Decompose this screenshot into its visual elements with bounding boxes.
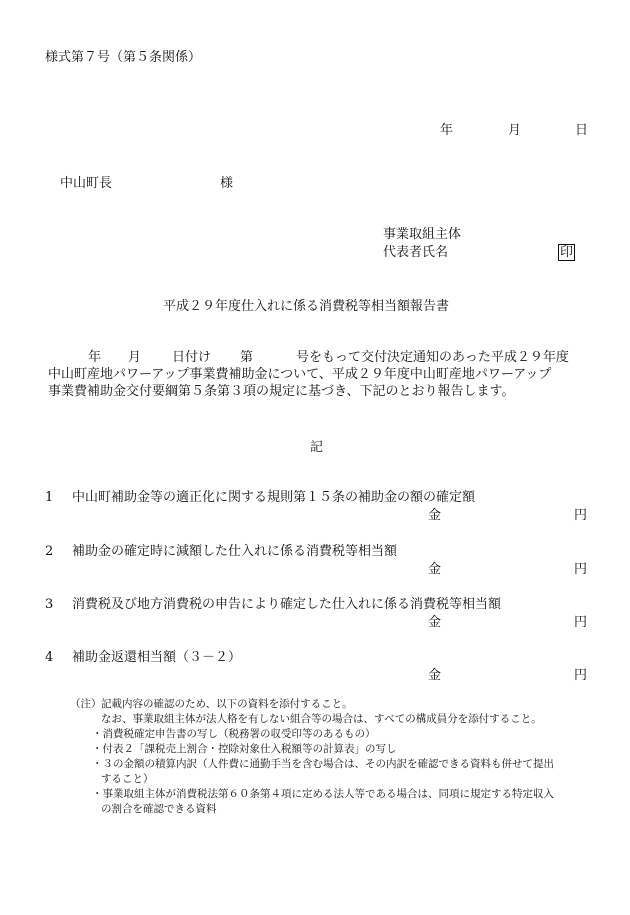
item-yen: 円 <box>574 615 588 630</box>
notes-line-6: すること） <box>101 773 154 785</box>
notes-line-4: ・付表２「課税売上割合・控除対象仕入税額等の計算表」の写し <box>92 743 397 755</box>
seal-mark <box>558 244 575 261</box>
entity-label: 事業取組主体 <box>383 227 462 242</box>
page-title: 平成２９年度仕入れに係る消費税等相当額報告書 <box>163 299 450 314</box>
body-text-1: 号をもって交付決定通知のあった平成２９年度 <box>296 350 569 365</box>
item-number: 2 <box>45 544 54 559</box>
item-number: 1 <box>45 490 54 505</box>
date-day-label: 日 <box>575 123 589 138</box>
date-year-label: 年 <box>440 123 454 138</box>
notes-line-3: ・消費税確定申告書の写し（税務署の収受印等のあるもの） <box>92 728 376 740</box>
notes-line-2: なお、事業取組主体が法人格を有しない組合等の場合は、すべての構成員分を添付すること。 <box>101 713 542 725</box>
addressee-honorific: 様 <box>220 176 234 191</box>
body-dai: 第 <box>240 350 254 365</box>
seal-text: 印 <box>560 245 574 260</box>
item-text: 補助金の確定時に減額した仕入れに係る消費税等相当額 <box>72 544 398 559</box>
notes-line-1: 記載内容の確認のため、以下の資料を添付すること。 <box>101 698 353 710</box>
date-month-label: 月 <box>508 123 522 138</box>
item-number: 3 <box>45 597 54 612</box>
item-text: 補助金返還相当額（３－２） <box>72 650 242 665</box>
body-text-3: 事業費補助金交付要綱第５条第３項の規定に基づき、下記のとおり報告します。 <box>48 384 515 399</box>
notes-label: （注） <box>70 698 102 710</box>
item-number: 4 <box>45 650 54 665</box>
item-kin: 金 <box>428 615 442 630</box>
item-kin: 金 <box>428 508 442 523</box>
item-yen: 円 <box>574 508 588 523</box>
body-month: 月 <box>128 350 142 365</box>
item-yen: 円 <box>574 562 588 577</box>
item-text: 消費税及び地方消費税の申告により確定した仕入れに係る消費税等相当額 <box>72 597 502 612</box>
addressee-name: 中山町長 <box>60 176 113 191</box>
item-kin: 金 <box>428 668 442 683</box>
body-text-2: 中山町産地パワーアップ事業費補助金について、平成２９年度中山町産地パワーアップ <box>48 367 552 382</box>
item-yen: 円 <box>574 668 588 683</box>
representative-label: 代表者氏名 <box>383 245 449 260</box>
notes-line-8: の割合を確認できる資料 <box>101 803 217 815</box>
notes-line-5: ・３の金額の積算内訳（人件費に通勤手当を含む場合は、その内訳を確認できる資料も併せて提出 <box>92 758 554 770</box>
item-text: 中山町補助金等の適正化に関する規則第１５条の補助金の額の確定額 <box>72 490 476 505</box>
notes-line-7: ・事業取組主体が消費税法第６０条第４項に定める法人等である場合は、同項に規定する特定収入 <box>92 788 554 800</box>
item-kin: 金 <box>428 562 442 577</box>
body-year: 年 <box>88 350 102 365</box>
form-number: 様式第７号（第５条関係） <box>45 50 202 65</box>
body-day-ref: 日付け <box>172 350 212 365</box>
ki-marker: 記 <box>310 440 324 455</box>
